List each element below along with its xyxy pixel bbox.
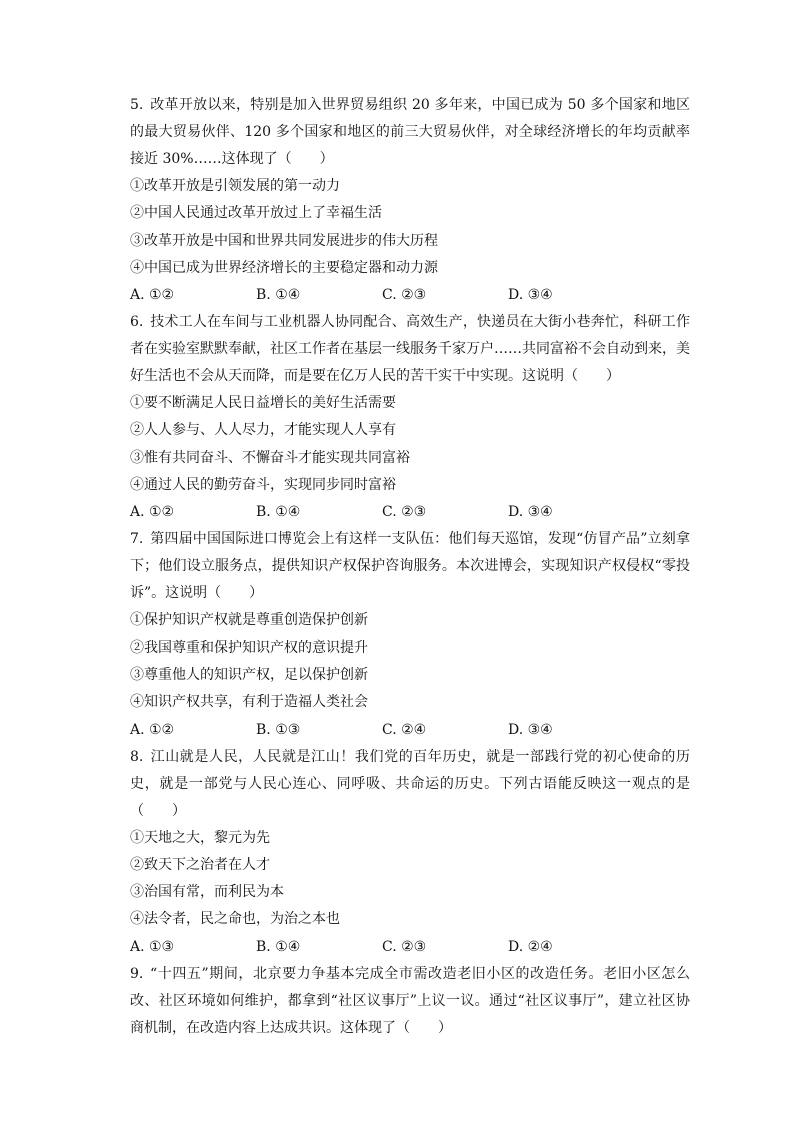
question-stem bbox=[130, 92, 690, 173]
statement-2: ②我国尊重和保护知识产权的意识提升 bbox=[130, 639, 368, 656]
question-number: 5. bbox=[130, 97, 144, 113]
choice-b: B. ①④ bbox=[256, 504, 301, 521]
choice-a: A. ①② bbox=[130, 287, 175, 304]
choice-a: A. ①② bbox=[130, 721, 175, 738]
statement-1: ①要不断满足人民日益增长的美好生活需要 bbox=[130, 395, 396, 412]
question-stem bbox=[130, 961, 690, 1042]
answer-choices bbox=[130, 499, 690, 526]
question-7 bbox=[130, 526, 690, 743]
choice-d: D. ②④ bbox=[508, 938, 553, 955]
choice-c: C. ②④ bbox=[382, 721, 427, 738]
statement-3: ③惟有共同奋斗、不懈奋斗才能实现共同富裕 bbox=[130, 449, 410, 466]
statement-4: ④知识产权共享，有利于造福人类社会 bbox=[130, 694, 368, 711]
statement-2: ②人人参与、人人尽力，才能实现人人享有 bbox=[130, 422, 396, 439]
question-list bbox=[130, 92, 690, 1042]
statement-3: ③改革开放是中国和世界共同发展进步的伟大历程 bbox=[130, 232, 438, 249]
question-stem bbox=[130, 309, 690, 390]
question-text: 技术工人在车间与工业机器人协同配合、高效生产，快递员在大街小巷奔忙，科研工作者在实验室默默奉献，社区工作者在基层一线服务千家万户……共同富裕不会自动到来，美好生活也不会从天而降，而是要在亿万人民的苦干实干中实现。这说明（ ） bbox=[130, 314, 690, 385]
choice-c: C. ②③ bbox=[382, 938, 427, 955]
answer-choices bbox=[130, 934, 690, 961]
statement-4: ④中国已成为世界经济增长的主要稳定器和动力源 bbox=[130, 259, 438, 276]
question-number: 9. bbox=[130, 965, 144, 982]
question-text: “十四五”期间，北京要力争基本完成全市需改造老旧小区的改造任务。老旧小区怎么改、社区环境如何维护，都拿到“社区议事厅”上议一议。通过“社区议事厅”，建立社区协商机制，在改造内容上达成共识。这体现了（ ） bbox=[130, 965, 690, 1036]
question-6 bbox=[130, 309, 690, 526]
question-text: 江山就是人民，人民就是江山！我们党的百年历史，就是一部践行党的初心使命的历史，就是一部党与人民心连心、同呼吸、共命运的历史。下列古语能反映这一观点的是（ ） bbox=[130, 748, 690, 819]
choice-c: C. ②③ bbox=[382, 287, 427, 304]
question-number: 6. bbox=[130, 314, 144, 331]
statement-2: ②中国人民通过改革开放过上了幸福生活 bbox=[130, 205, 382, 222]
question-number: 8. bbox=[130, 748, 144, 765]
question-text: 改革开放以来，特别是加入世界贸易组织 20 多年来，中国已成为 50 多个国家和地区的最大贸易伙伴、120 多个国家和地区的前三大贸易伙伴，对全球经济增长的年均贡献率接近 30%……这体现了（ ） bbox=[130, 97, 690, 167]
answer-choices bbox=[130, 282, 690, 309]
choice-d: D. ③④ bbox=[508, 287, 553, 304]
question-5 bbox=[130, 92, 690, 309]
statement-2: ②致天下之治者在人才 bbox=[130, 856, 270, 873]
choice-b: B. ①③ bbox=[256, 721, 301, 738]
question-text: 第四届中国国际进口博览会上有这样一支队伍：他们每天巡馆，发现“仿冒产品”立刻拿下；他们设立服务点，提供知识产权保护咨询服务。本次进博会，实现知识产权侵权“零投诉”。这说明（ ） bbox=[130, 531, 690, 602]
statement-1: ①天地之大，黎元为先 bbox=[130, 829, 270, 846]
statement-1: ①改革开放是引领发展的第一动力 bbox=[130, 178, 340, 194]
statement-3: ③尊重他人的知识产权，足以保护创新 bbox=[130, 666, 368, 683]
statement-3: ③治国有常，而利民为本 bbox=[130, 884, 284, 901]
question-stem bbox=[130, 744, 690, 825]
choice-a: A. ①② bbox=[130, 504, 175, 521]
choice-b: B. ①④ bbox=[256, 938, 301, 955]
question-9 bbox=[130, 961, 690, 1042]
statement-1: ①保护知识产权就是尊重创造保护创新 bbox=[130, 612, 368, 629]
statement-4: ④法令者，民之命也，为治之本也 bbox=[130, 911, 340, 928]
question-stem bbox=[130, 526, 690, 607]
statement-4: ④通过人民的勤劳奋斗，实现同步同时富裕 bbox=[130, 477, 396, 494]
choice-c: C. ②③ bbox=[382, 504, 427, 521]
question-number: 7. bbox=[130, 531, 144, 548]
choice-b: B. ①④ bbox=[256, 287, 301, 304]
answer-choices bbox=[130, 717, 690, 744]
choice-a: A. ①③ bbox=[130, 938, 175, 955]
choice-d: D. ③④ bbox=[508, 504, 553, 521]
question-8 bbox=[130, 744, 690, 961]
choice-d: D. ③④ bbox=[508, 721, 553, 738]
